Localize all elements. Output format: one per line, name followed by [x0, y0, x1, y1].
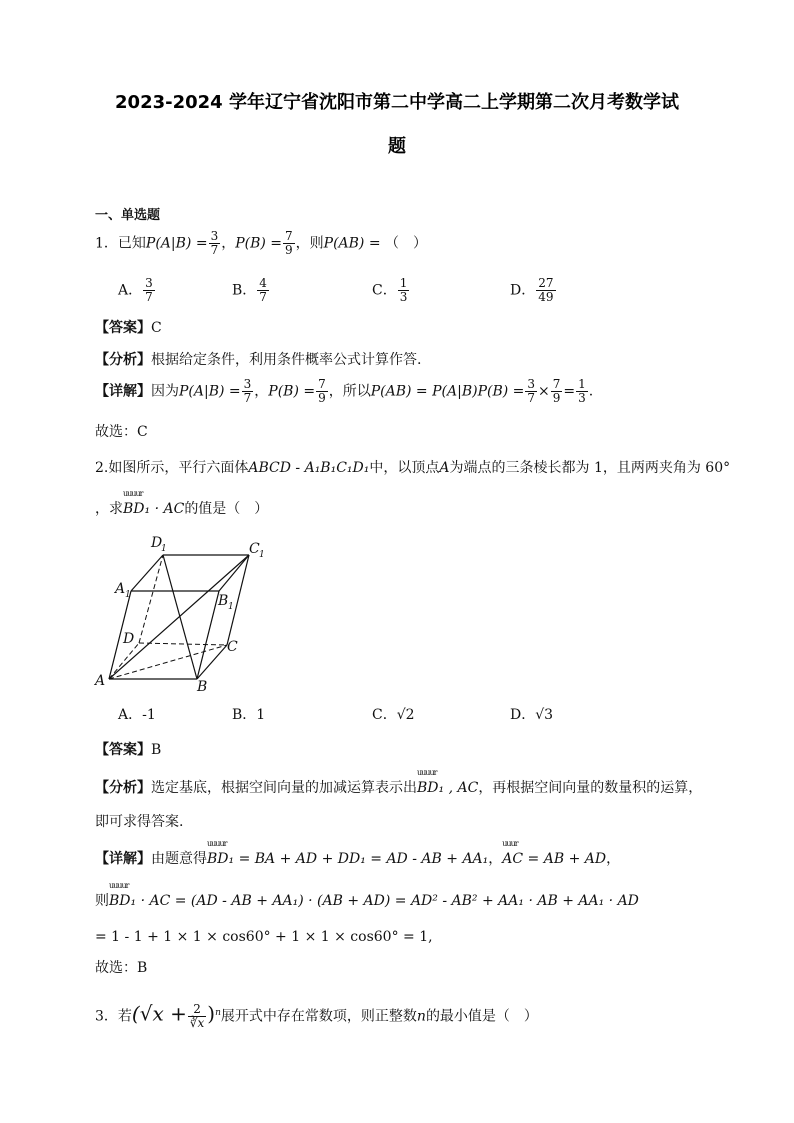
q1-conclusion: 故选：C: [95, 424, 148, 440]
q1-number: 1．已知: [95, 235, 146, 252]
q1-option-b[interactable]: B． $\frac{4}{7}$: [232, 276, 267, 304]
label-b1: B: [218, 593, 229, 609]
label-a: A: [95, 673, 106, 689]
label-a1: A: [115, 581, 126, 597]
diagonal-ac1: [109, 555, 249, 679]
parallelepiped-figure: [95, 535, 265, 695]
label-c: C: [227, 639, 238, 655]
q2-analysis-line2: 即可求得答案.: [95, 814, 184, 830]
page-title-line1: 2023-2024 学年辽宁省沈阳市第二中学高二上学期第二次月考数学试: [115, 92, 679, 113]
label-b: B: [197, 679, 208, 695]
q1-expr-1: P(A|B) =: [145, 235, 208, 252]
svg-text:1: 1: [161, 544, 167, 554]
q2-option-b[interactable]: B．1: [232, 707, 266, 723]
q1-ask-prefix: ，则: [295, 235, 324, 252]
q1-stem: [95, 230, 427, 257]
label-d1: D: [151, 535, 163, 551]
q1-option-c[interactable]: C． $\frac{1}{3}$: [372, 276, 408, 304]
svg-text:1: 1: [259, 550, 265, 560]
page-title-line2: 题: [388, 136, 406, 157]
q2-detail-line1: 【详解】由题意得 uuuur BD₁ = BA + AD + DD₁ = AD - AB + AA₁， uuur AC = AB + AD，: [95, 839, 621, 867]
q2-stem-line2: ，求 uuuur BD₁ · AC的值是（ ）: [95, 489, 269, 517]
q1-ask-expr: P(AB): [323, 235, 365, 252]
q1-separator: ，: [221, 235, 236, 252]
q1-analysis: 【分析】根据给定条件，利用条件概率公式计算作答.: [95, 352, 422, 368]
q1-fraction-2: $\frac{7}{9}$: [285, 229, 293, 257]
q2-stem-line1: 2.如图所示，平行六面体ABCD - A₁B₁C₁D₁中，以顶点A为端点的三条棱长都为 1，且两两夹角为 60°: [95, 460, 731, 476]
q2-analysis-line1: 【分析】选定基底，根据空间向量的加减运算表示出 uuuur BD₁ , AC，再根据空间向量的数量积的运算，: [95, 768, 703, 796]
q2-option-a[interactable]: A．-1: [118, 707, 156, 723]
q1-option-d[interactable]: D． $\frac{27}{49}$: [510, 276, 554, 304]
section-heading: 一、单选题: [95, 208, 161, 223]
label-c1: C: [249, 541, 260, 557]
q1-ask-suffix: = （ ）: [364, 235, 428, 252]
q2-option-c[interactable]: C．√2: [372, 707, 415, 723]
svg-text:1: 1: [125, 590, 131, 600]
q2-option-d[interactable]: D．√3: [510, 707, 554, 723]
q1-detail: 【详解】因为P(A|B) = $\frac{3}{7}$ ，P(B) = $\frac{7}{9}$ ，所以P(AB) = P(A|B)P(B) = $\frac{3}{7}$ × $\frac{7}{9}$ = $\frac{1}{3}$ .: [95, 377, 594, 405]
label-d: D: [123, 631, 135, 647]
q2-conclusion: 故选：B: [95, 960, 148, 976]
q2-detail-line2: 则 uuuur BD₁ · AC = (AD - AB + AA₁) · (AB + AD) = AD² - AB² + AA₁ · AB + AA₁ · AD: [95, 881, 639, 909]
q1-expr-2: P(B) =: [235, 235, 283, 252]
q3-stem: 3．若(√x + $\frac{2}{∛x}$ )$^n$展开式中存在常数项，则正整数n的最小值是（ ）: [95, 1001, 538, 1031]
q2-answer: 【答案】B: [95, 742, 162, 758]
hidden-diagonal-ac: [109, 645, 227, 679]
q1-answer: 【答案】C: [95, 320, 162, 336]
q1-fraction-1: $\frac{3}{7}$: [210, 229, 219, 257]
hidden-edge-dc: [139, 643, 227, 645]
q2-detail-line3: = 1 - 1 + 1 × 1 × cos60° + 1 × 1 × cos60° = 1,: [95, 929, 433, 945]
svg-text:1: 1: [228, 602, 234, 612]
q1-option-a[interactable]: A． $\frac{3}{7}$: [118, 276, 153, 304]
diagonal-d1b: [163, 555, 197, 679]
